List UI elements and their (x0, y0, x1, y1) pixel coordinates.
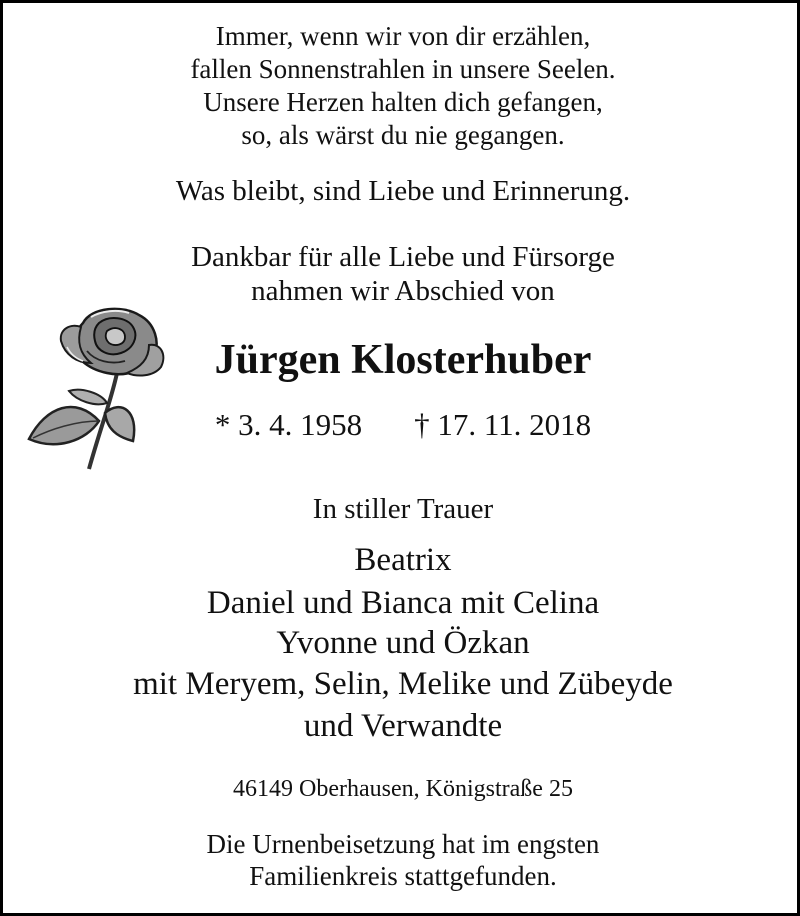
family-line: Yvonne und Özkan (276, 625, 530, 661)
family-line: mit Meryem, Selin, Melike und Zübeyde (133, 666, 673, 702)
note-line: Familienkreis stattgefunden. (249, 861, 557, 891)
family-line: Daniel und Bianca mit Celina (206, 585, 600, 621)
deceased-name: Jürgen Klosterhuber (214, 337, 592, 383)
mourning-line: In stiller Trauer (312, 493, 494, 525)
note-line: Die Urnenbeisetzung hat im engsten (206, 829, 600, 859)
family-line: Beatrix (354, 542, 452, 578)
family-line: und Verwandte (303, 708, 503, 744)
intro-line: Dankbar für alle Liebe und Fürsorge (191, 241, 615, 273)
rose-icon (21, 301, 171, 476)
poem-line: Unsere Herzen halten dich gefangen, (203, 87, 603, 117)
poem-line: so, als wärst du nie gegangen. (241, 120, 565, 150)
address-line: 46149 Oberhausen, Königstraße 25 (233, 776, 573, 802)
birth-date: * 3. 4. 1958 (214, 407, 363, 442)
life-dates (3, 408, 800, 442)
intro-line: nahmen wir Abschied von (251, 275, 555, 307)
poem-line: Immer, wenn wir von dir erzählen, (215, 21, 591, 51)
death-date: † 17. 11. 2018 (414, 407, 592, 442)
remembrance-line: Was bleibt, sind Liebe und Erinnerung. (175, 175, 631, 207)
poem-line: fallen Sonnenstrahlen in unsere Seelen. (190, 54, 616, 84)
